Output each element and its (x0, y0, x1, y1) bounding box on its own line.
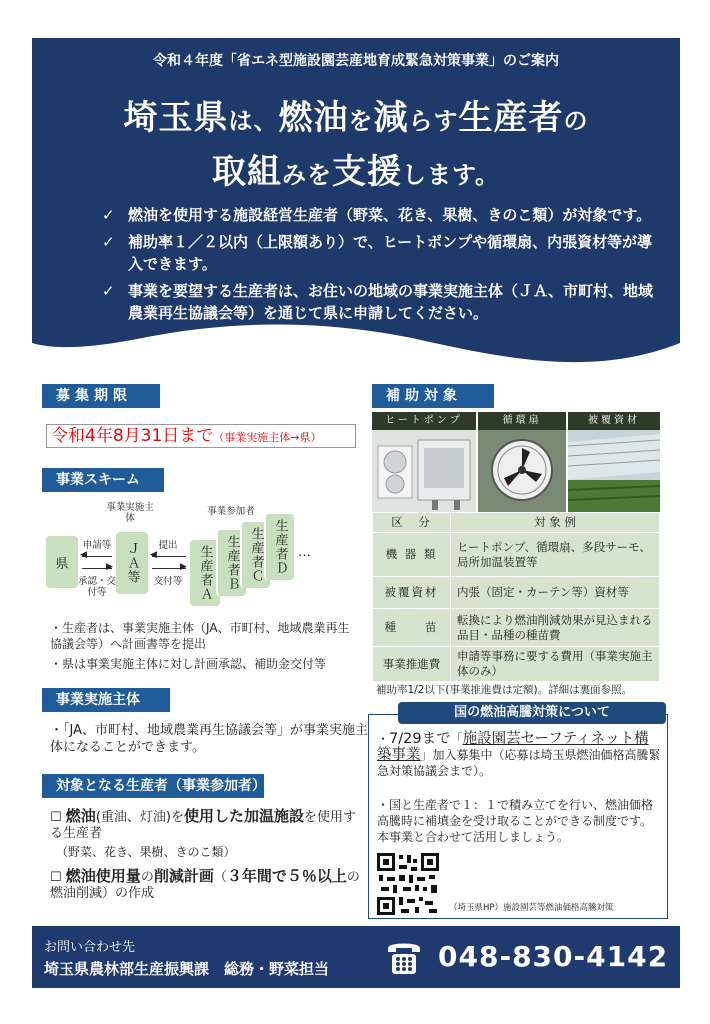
target-heading: 対象となる生産者（事業参加者） (42, 774, 264, 798)
contact-label: お問い合わせ先 (44, 940, 136, 955)
participant-d-box: 生産者Ｄ (264, 514, 294, 580)
target-text-segment: を使用する生産者 (50, 810, 356, 841)
target-item-2 (50, 868, 368, 902)
national-measures-box (368, 714, 668, 919)
target-text-segment: 削減計画 (153, 867, 214, 885)
participant-c-box: 生産者Ｃ (240, 522, 270, 588)
implementer-heading: 事業実施主体 (42, 688, 170, 712)
title-segment: 取組 (211, 152, 282, 192)
national-measures-title: 国の燃油高騰対策について (398, 702, 666, 724)
bullet-item: ✓ 補助率１／２以内（上限額あり）で、ヒートポンプや循環扇、内張資材等が導入できます。 (102, 233, 653, 273)
title-segment: 支援 (331, 152, 402, 192)
contact-phone[interactable]: 048-830-4142 (438, 940, 669, 973)
scheme-pref-box: 県 (46, 536, 78, 588)
scheme-note-1: ・生産者は、事業実施主体（JA、市町村、地域農業再生協議会等）へ計画書等を提出 (50, 621, 350, 651)
national-date: 7/29まで (389, 731, 451, 747)
contact-department: 埼玉県農林部生産振興課 総務・野菜担当 (44, 960, 330, 978)
check-icon: ✓ (102, 233, 115, 251)
national-para-2: ・国と生産者で１：１で積み立てを行い、燃油価格高騰時に補填金を受け取ることができる制度です。本事業と合わせて活用しましょう。 (377, 798, 654, 844)
header-banner (32, 38, 680, 368)
title-segment: は、 (228, 107, 279, 135)
target-text-segment: (重油、灯油)を (95, 810, 184, 825)
participants-ellipsis: … (298, 545, 311, 560)
subsidy-photos (372, 412, 660, 512)
table-row: 機 器 類 ヒートポンプ、循環扇、多段サーモ、局所加温装置等 (373, 533, 660, 577)
implementer-text: ・「JA、市町村、地域農業再生協議会等」が事業実施主体になることができます。 (50, 723, 368, 755)
checkbox-icon: ☐ (50, 810, 66, 825)
photo-circulation-fan: 循環扇 (478, 412, 566, 512)
title-segment: を (348, 107, 374, 135)
table-header-category: 区 分 (373, 513, 451, 533)
table-row: 事業推進費 申請等事務に要する費用（事業実施主体のみ） (373, 647, 660, 682)
table-row: 種 苗 転換により燃油削減効果が見込まれる品目・品種の種苗費 (373, 609, 660, 647)
arrow-approve-label: 承認・交付等 (78, 576, 117, 598)
arrow-submit-label: 提出 (158, 540, 178, 551)
target-text-segment: （ (213, 870, 227, 885)
arrow-submit-head-icon: ◀ (150, 550, 157, 560)
title-segment: 生産者 (458, 98, 564, 138)
table-header-examples: 対 象 例 (451, 513, 660, 533)
title-segment: 燃油 (278, 98, 349, 138)
target-item-1 (50, 808, 368, 842)
arrow-submit (152, 556, 186, 557)
title-segment: します。 (401, 161, 501, 189)
target-text-segment: 燃油使用量 (65, 867, 141, 885)
title-line-2 (32, 144, 680, 193)
target-item-1-note: （野菜、花き、果樹、きのこ類） (56, 845, 236, 859)
title-segment: 減 (373, 98, 409, 138)
checkbox-icon: ☐ (50, 870, 66, 885)
deadline-note: （事業実施主体→県） (213, 431, 322, 444)
subsidy-note: 補助率1/2以下(事業推進費は定額)。詳細は裏面参照。 (376, 684, 633, 696)
qr-code-icon[interactable] (375, 851, 441, 917)
scheme-note-2: ・県は事業実施主体に対し計画承認、補助金交付等 (50, 657, 327, 671)
check-icon: ✓ (102, 206, 115, 224)
arrow-grant-head-icon: ▶ (180, 562, 187, 572)
header-subtitle: 令和４年度「省エネ型施設園芸産地育成緊急対策事業」のご案内 (153, 53, 559, 69)
arrow-right-head-icon: ▶ (106, 562, 113, 572)
qr-caption: （埼玉県HP）施設園芸等燃油価格高騰対策 (449, 903, 614, 913)
title-line-1 (32, 90, 680, 139)
title-segment: の (563, 107, 589, 135)
subsidy-table (372, 512, 660, 682)
national-para-1: ・7/29まで「施設園芸セーフティネット構築事業」加入募集中（応募は埼玉県燃油価格高騰緊急対策協議会まで）。 (377, 731, 661, 778)
photo-covering-material: 被覆資材 (568, 412, 660, 512)
subsidy-heading: 補助対象 (372, 384, 494, 408)
target-text-segment: の燃油削減）の作成 (50, 870, 360, 901)
national-program-link[interactable]: 施設園芸セーフティネット構築事業 (377, 731, 649, 763)
ja-label: 事業実施主体 (106, 502, 154, 524)
bullet-item: ✓ 燃油を使用する施設経営生産者（野菜、花き、果樹、きのこ類）が対象です。 (102, 206, 652, 224)
target-text-segment: ３年間で５％以上 (226, 867, 347, 885)
target-text-segment: の (140, 870, 154, 885)
phone-icon (384, 938, 424, 976)
table-row: 被覆資材 内張（固定・カーテン等）資材等 (373, 577, 660, 609)
check-icon: ✓ (102, 282, 115, 300)
national-para-1-rest: 加入募集中（応募は埼玉県燃油価格高騰緊急対策協議会まで）。 (377, 748, 661, 778)
title-segment: 埼玉県 (123, 98, 229, 138)
bullet-item: ✓ 事業を要望する生産者は、お住いの地域の事業実施主体（ＪＡ、市町村、地域農業再生協議会等）を通じて県に申請してください。 (102, 282, 654, 322)
footer-contact (32, 926, 680, 988)
table-header-row (373, 513, 660, 533)
photo-heat-pump: ヒートポンプ (372, 412, 476, 512)
participant-a-box: 生産者Ａ (190, 540, 220, 606)
arrow-apply-label: 申請等 (82, 540, 112, 551)
deadline-date: 令和4年8月31日まで (51, 426, 214, 446)
header-bullets (102, 204, 662, 329)
participant-b-box: 生産者Ｂ (216, 530, 246, 596)
target-text-segment: 使用した加温施設 (183, 807, 304, 825)
title-segment: みを (281, 161, 332, 189)
scheme-ja-box: ＪＡ等 (116, 532, 148, 594)
participants-label: 事業参加者 (207, 506, 255, 517)
arrow-grant-label: 交付等 (153, 576, 183, 587)
deadline-box (46, 424, 356, 448)
title-segment: らす (408, 107, 459, 135)
target-text-segment: 燃油 (65, 807, 96, 825)
scheme-heading: 事業スキーム (42, 468, 164, 492)
arrow-left-head-icon: ◀ (80, 550, 87, 560)
recruitment-heading: 募集期限 (42, 384, 160, 408)
